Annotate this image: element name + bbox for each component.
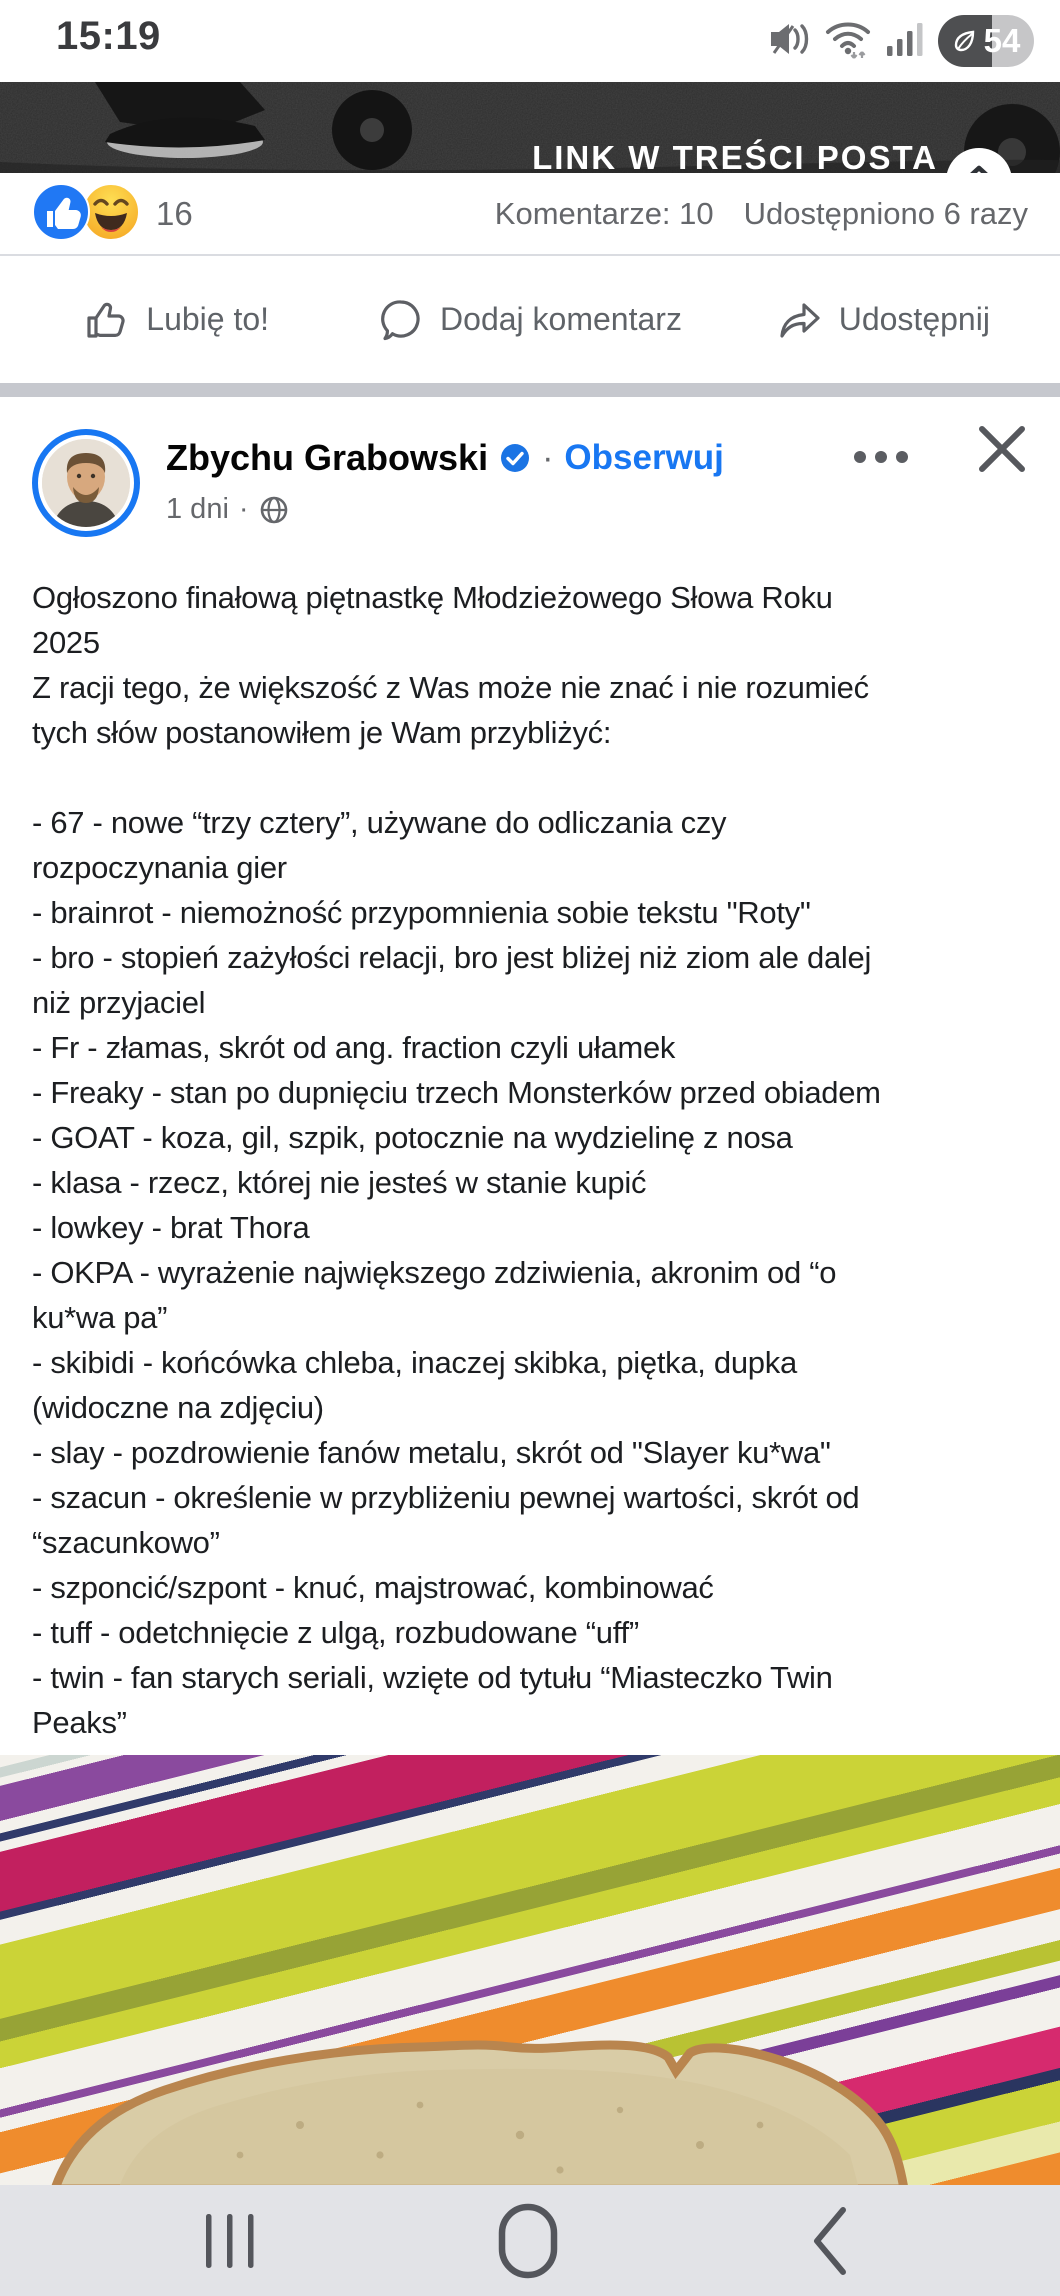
post-body-line: - szacun - określenie w przybliżeniu pewnej wartości, skrót od (32, 1480, 860, 1515)
post-time: 1 dni (166, 493, 229, 525)
like-reaction-icon (32, 183, 90, 246)
share-arrow-icon (777, 297, 823, 343)
close-button[interactable] (972, 419, 1032, 479)
thumb-up-icon (84, 297, 130, 343)
post-body-line: - skibidi - końcówka chleba, inaczej skibka, piętka, dupka (32, 1345, 797, 1380)
sound-mute-icon (769, 19, 811, 64)
post-body-line: - klasa - rzecz, której nie jesteś w stanie kupić (32, 1165, 647, 1200)
verified-badge-icon (499, 442, 531, 474)
post-body-line: - Freaky - stan po dupnięciu trzech Monsterków przed obiadem (32, 1075, 881, 1110)
post-body-line: Z racji tego, że większość z Was może nie znać i nie rozumieć (32, 670, 869, 705)
status-icons (769, 0, 1034, 82)
post-photo-tablecloth[interactable] (0, 1755, 1060, 2185)
post-body-line: niż przyjaciel (32, 985, 206, 1020)
wifi-icon (824, 18, 872, 65)
post-body-text (32, 575, 1038, 1745)
share-button-label: Udostępnij (838, 301, 990, 337)
author-name[interactable]: Zbychu Grabowski (166, 437, 489, 478)
home-button[interactable] (468, 2185, 588, 2296)
close-icon (976, 423, 1028, 475)
recents-button[interactable] (170, 2185, 290, 2296)
post-body-line: - GOAT - koza, gil, szpik, potocznie na wydzielinę z nosa (32, 1120, 793, 1155)
status-bar (0, 0, 1060, 82)
clock: 15:19 (56, 14, 161, 58)
home-icon (497, 2202, 559, 2280)
post-body-line: rozpoczynania gier (32, 850, 287, 885)
like-button-label: Lubię to! (146, 301, 270, 337)
collapse-chevrons-icon (957, 161, 1001, 173)
shares-count[interactable]: Udostępniono 6 razy (743, 195, 1028, 231)
post-body-line: Ogłoszono finałową piętnastkę Młodzieżowego Słowa Roku (32, 580, 833, 615)
post-body-line: “szacunkowo” (32, 1525, 220, 1560)
post-body-line: - twin - fan starych seriali, wzięte od tytułu “Miasteczko Twin (32, 1660, 833, 1695)
bread-slice (0, 2035, 1060, 2185)
post-body-line: - tuff - odetchnięcie z ulgą, rozbudowane “uff” (32, 1615, 639, 1650)
post-header (166, 437, 724, 479)
post-media-strip[interactable] (0, 82, 1060, 173)
battery-saver-pill (938, 15, 1034, 67)
comment-button-label: Dodaj komentarz (440, 301, 682, 337)
comments-count[interactable]: Komentarze: 10 (494, 195, 714, 231)
reactions-summary[interactable] (32, 185, 193, 243)
separator-dot: · (238, 493, 249, 525)
globe-icon (259, 495, 289, 525)
post-card (0, 397, 1060, 1755)
post-body-line: - Fr - złamas, skrót od ang. fraction czyli ułamek (32, 1030, 676, 1065)
section-separator (0, 383, 1060, 397)
comment-bubble-icon (378, 297, 424, 343)
link-banner-label: LINK W TREŚCI POSTA (532, 139, 938, 173)
more-options-button[interactable] (848, 437, 914, 477)
post-meta (166, 493, 289, 526)
counts-right (495, 173, 1028, 254)
post-body-line: - OKPA - wyrażenie największego zdziwienia, akronim od “o (32, 1255, 837, 1290)
post-body-line: (widoczne na zdjęciu) (32, 1390, 324, 1425)
post-body-line: - brainrot - niemożność przypomnienia sobie tekstu "Roty" (32, 895, 811, 930)
avatar-photo (42, 439, 130, 527)
post-body-line (32, 755, 1038, 800)
share-button[interactable] (707, 256, 1060, 383)
comment-button[interactable] (353, 256, 706, 383)
post-body-line: - szponcić/szpont - knuć, majstrować, kombinować (32, 1570, 714, 1605)
android-nav-bar (0, 2185, 1060, 2296)
avatar[interactable] (32, 429, 140, 537)
separator-dot: · (542, 438, 554, 477)
post-body-line: 2025 (32, 625, 100, 660)
reaction-count: 16 (156, 195, 193, 232)
action-bar (0, 256, 1060, 383)
post-body-line: ku*wa pa” (32, 1300, 168, 1335)
post-body-line: tych słów postanowiłem je Wam przybliżyć: (32, 715, 612, 750)
ellipsis-icon (852, 449, 910, 465)
back-icon (807, 2204, 853, 2278)
follow-button[interactable]: Obserwuj (564, 438, 724, 477)
like-button[interactable] (0, 256, 353, 383)
engagement-row (0, 173, 1060, 254)
recents-icon (198, 2211, 262, 2271)
signal-icon (885, 20, 925, 63)
leaf-icon (952, 28, 978, 54)
post-body-line: - bro - stopień zażyłości relacji, bro jest bliżej niż ziom ale dalej (32, 940, 872, 975)
back-button[interactable] (770, 2185, 890, 2296)
battery-percent: 54 (983, 22, 1021, 59)
post-body-line: - slay - pozdrowienie fanów metalu, skrót od "Slayer ku*wa" (32, 1435, 831, 1470)
post-body-line: - 67 - nowe “trzy cztery”, używane do odliczania czy (32, 805, 727, 840)
post-body-line: Peaks” (32, 1705, 127, 1740)
haha-reaction-icon (82, 183, 140, 246)
post-body-line: - lowkey - brat Thora (32, 1210, 310, 1245)
